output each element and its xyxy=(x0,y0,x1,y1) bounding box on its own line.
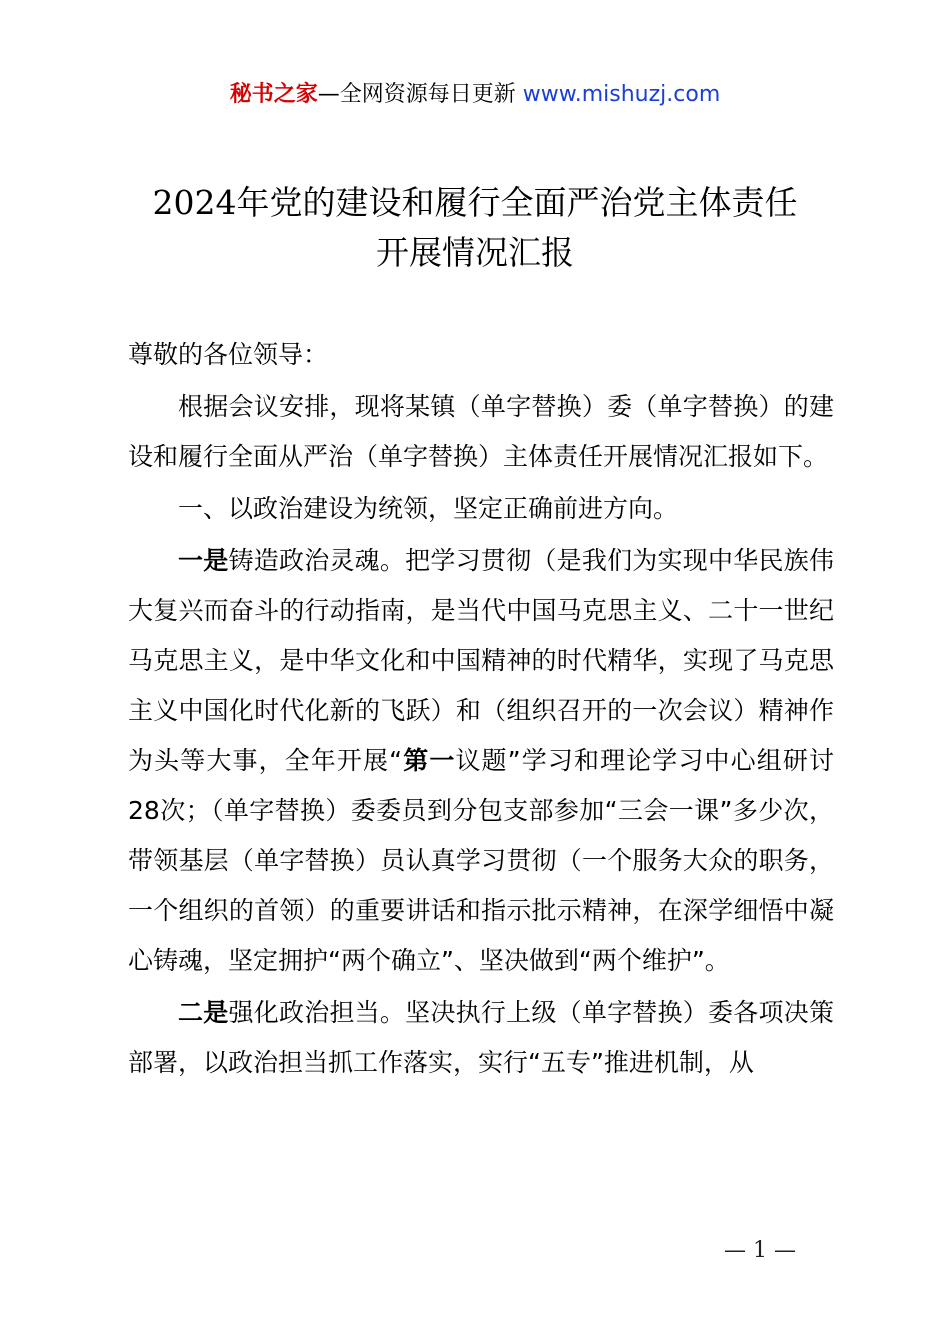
point-2-text: 强化政治担当。坚决执行上级（单字替换）委各项决策部署，以政治担当抓工作落实，实行“五专”推进机制，从 xyxy=(128,998,834,1077)
point-1-lead: 一是 xyxy=(178,546,229,575)
site-header xyxy=(0,78,950,112)
point-1-text-b: 议题”学习和理论学习中心组研讨28次；（单字替换）委委员到分包支部参加“三会一课”多少次，带领基层（单字替换）员认真学习贯彻（一个服务大众的职务，一个组织的首领）的重要讲话和指示批示精神，在深学细悟中凝心铸魂，坚定拥护“两个确立”、坚决做到“两个维护”。 xyxy=(128,746,834,975)
site-url-link[interactable]: www.mishuzj.com xyxy=(522,82,721,107)
point-1-text-a: 铸造政治灵魂。把学习贯彻（是我们为实现中华民族伟大复兴而奋斗的行动指南，是当代中国马克思主义、二十一世纪马克思主义，是中华文化和中国精神的时代精华，实现了马克思主义中国化时代化新的飞跃）和（组织召开的一次会议）精神作为头等大事，全年开展“ xyxy=(128,546,834,775)
point-2-lead: 二是 xyxy=(178,998,229,1027)
intro-paragraph: 根据会议安排，现将某镇（单字替换）委（单字替换）的建设和履行全面从严治（单字替换）主体责任开展情况汇报如下。 xyxy=(128,392,834,471)
page-number: — 1 — xyxy=(724,1238,796,1263)
title-line-2: 开展情况汇报 xyxy=(376,233,574,272)
point-1-bold-mid: 第一 xyxy=(402,746,456,775)
header-tagline: —全网资源每日更新 xyxy=(317,82,523,107)
document-body xyxy=(128,330,834,1088)
brand-name: 秘书之家 xyxy=(229,82,318,107)
salutation: 尊敬的各位领导： xyxy=(128,340,329,369)
title-line-1: 2024年党的建设和履行全面严治党主体责任 xyxy=(152,183,798,222)
document-title xyxy=(60,178,890,278)
section-1-heading: 一、以政治建设为统领，坚定正确前进方向。 xyxy=(178,494,679,523)
point-2-paragraph xyxy=(128,988,834,1088)
point-1-paragraph xyxy=(128,536,834,986)
